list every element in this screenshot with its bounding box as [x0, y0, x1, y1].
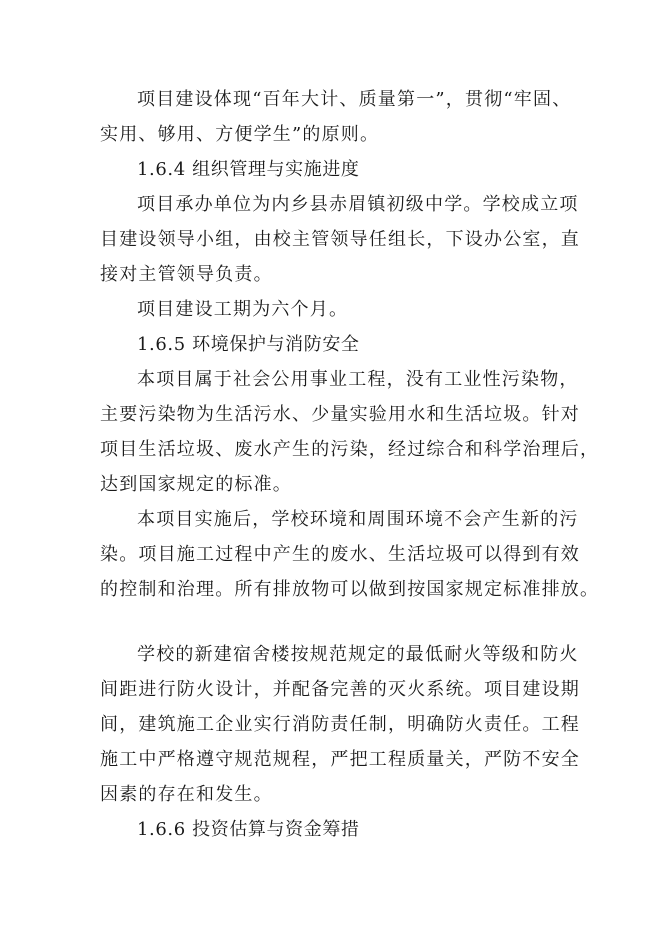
section-heading: 1.6.5 环境保护与消防安全 — [137, 334, 360, 355]
section-heading: 1.6.6 投资估算与资金筹措 — [137, 819, 360, 840]
paragraph-line: 间，建筑施工企业实行消防责任制，明确防火责任。工程 — [100, 714, 580, 735]
paragraph-line: 接对主管领导负责。 — [100, 264, 273, 285]
paragraph-line: 施工中严格遵守规范规程，严把工程质量关，严防不安全 — [100, 749, 580, 770]
paragraph-line: 学校的新建宿舍楼按规范规定的最低耐火等级和防火 — [137, 644, 579, 665]
paragraph-line: 项目生活垃圾、废水产生的污染，经过综合和科学治理后， — [100, 439, 600, 460]
paragraph-line: 间距进行防火设计，并配备完善的灭火系统。项目建设期 — [100, 679, 580, 700]
paragraph-line: 达到国家规定的标准。 — [100, 474, 292, 495]
paragraph-line: 本项目属于社会公用事业工程，没有工业性污染物， — [137, 369, 579, 390]
paragraph-line: 项目建设工期为六个月。 — [137, 299, 349, 320]
section-heading: 1.6.4 组织管理与实施进度 — [137, 159, 360, 180]
paragraph-line: 染。项目施工过程中产生的废水、生活垃圾可以得到有效 — [100, 544, 580, 565]
paragraph-line: 实用、够用、方便学生”的原则。 — [100, 124, 380, 145]
paragraph-line: 主要污染物为生活污水、少量实验用水和生活垃圾。针对 — [100, 404, 580, 425]
paragraph-line: 项目建设体现“百年大计、质量第一”，贯彻“牢固、 — [137, 89, 572, 110]
paragraph-line: 本项目实施后，学校环境和周围环境不会产生新的污 — [137, 509, 579, 530]
paragraph-line: 项目承办单位为内乡县赤眉镇初级中学。学校成立项 — [137, 194, 579, 215]
paragraph-line: 的控制和治理。所有排放物可以做到按国家规定标准排放。 — [100, 579, 600, 600]
paragraph-line: 因素的存在和发生。 — [100, 784, 273, 805]
paragraph-line: 目建设领导小组，由校主管领导任组长，下设办公室，直 — [100, 229, 580, 250]
